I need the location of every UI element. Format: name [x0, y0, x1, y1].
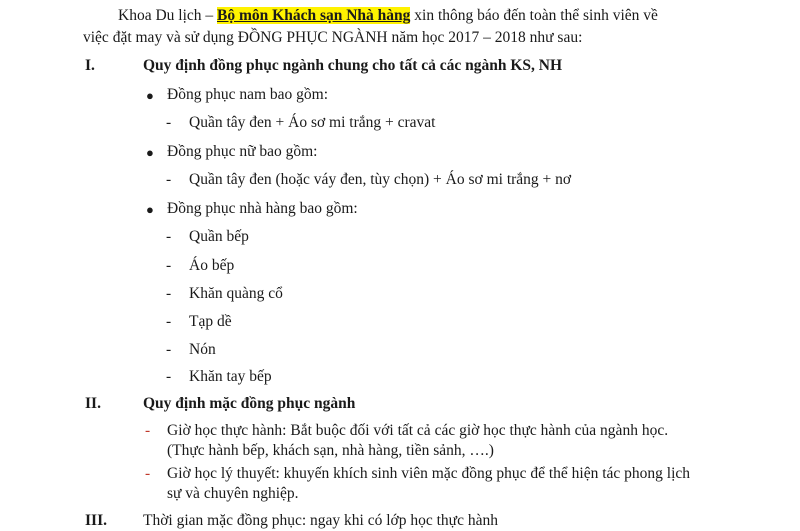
section-2-numeral: II. — [85, 395, 101, 412]
dash-icon: - — [166, 114, 172, 131]
restaurant-item-2: Áo bếp — [189, 257, 235, 274]
dash-icon: - — [145, 465, 151, 482]
bullet-icon: ● — [146, 202, 154, 217]
practice-hours-line-2: (Thực hành bếp, khách sạn, nhà hàng, tiền sảnh, ….) — [167, 442, 494, 459]
intro-line-2: việc đặt may và sử dụng ĐỒNG PHỤC NGÀNH năm học 2017 – 2018 như sau: — [83, 29, 583, 46]
restaurant-item-1: Quần bếp — [189, 228, 249, 245]
dash-icon: - — [145, 422, 151, 439]
practice-hours-line-1: Giờ học thực hành: Bắt buộc đối với tất cả các giờ học thực hành của ngành học. — [167, 422, 669, 439]
dash-icon: - — [166, 257, 172, 274]
group-male-label: Đồng phục nam bao gồm: — [167, 86, 329, 103]
section-3-text: Thời gian mặc đồng phục: ngay khi có lớp học thực hành — [143, 512, 498, 529]
intro-line-1 — [118, 6, 658, 26]
section-2-title: Quy định mặc đồng phục ngành — [143, 395, 356, 412]
theory-hours-line-1: Giờ học lý thuyết: khuyến khích sinh viên mặc đồng phục để thể hiện tác phong lịch — [167, 465, 691, 482]
group-female-label: Đồng phục nữ bao gồm: — [167, 143, 318, 160]
group-female-item: Quần tây đen (hoặc váy đen, tùy chọn) + Áo sơ mi trắng + nơ — [189, 171, 572, 188]
dash-icon: - — [166, 341, 172, 358]
dash-icon: - — [166, 171, 172, 188]
dash-icon: - — [166, 368, 172, 385]
section-3-numeral: III. — [85, 512, 107, 529]
bullet-icon: ● — [146, 88, 154, 103]
group-male-item: Quần tây đen + Áo sơ mi trắng + cravat — [189, 114, 436, 131]
restaurant-item-4: Tạp dề — [189, 313, 232, 330]
restaurant-item-6: Khăn tay bếp — [189, 368, 272, 385]
intro-prefix: Khoa Du lịch – — [118, 7, 218, 24]
dash-icon: - — [166, 285, 172, 302]
dash-icon: - — [166, 313, 172, 330]
intro-highlight: Bộ môn Khách sạn Nhà hàng — [217, 7, 411, 24]
restaurant-item-3: Khăn quàng cổ — [189, 285, 283, 302]
restaurant-item-5: Nón — [189, 341, 216, 358]
bullet-icon: ● — [146, 145, 154, 160]
section-1-title: Quy định đồng phục ngành chung cho tất cả các ngành KS, NH — [143, 57, 563, 74]
section-1-numeral: I. — [85, 57, 95, 74]
group-restaurant-label: Đồng phục nhà hàng bao gồm: — [167, 200, 358, 217]
dash-icon: - — [166, 228, 172, 245]
theory-hours-line-2: sự và chuyên nghiệp. — [167, 485, 299, 502]
intro-suffix: xin thông báo đến toàn thể sinh viên về — [410, 7, 658, 24]
